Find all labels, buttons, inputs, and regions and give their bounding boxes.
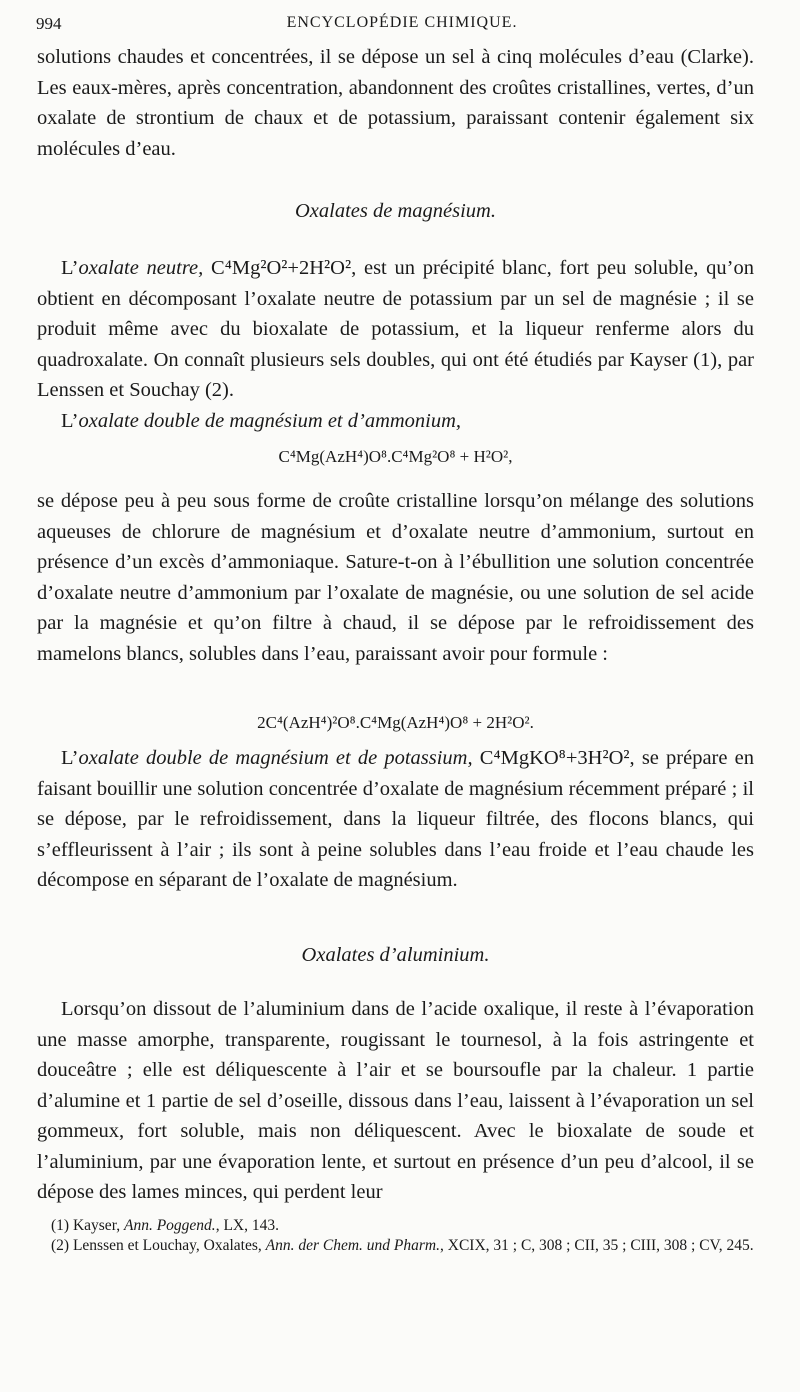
footnote-2-source: Ann. der Chem. und Pharm. xyxy=(265,1237,441,1254)
formula-mamelons-block xyxy=(37,710,754,736)
formula-ammonium: C⁴Mg(AzH⁴)O⁸.C⁴Mg²O⁸ + H²O², xyxy=(278,447,513,466)
term-oxalate-neutre: oxalate neutre, xyxy=(78,257,204,279)
term-double-potassium: oxalate double de magnésium et de potassium, xyxy=(78,747,473,769)
ammonium-paragraph: se dépose peu à peu sous forme de croûte cristalline lorsqu’on mélange des solutions aqueuses de chlorure de magnésium et d’oxalate neutre d’ammonium, surtout en présence d’un excès d’ammoniaque. Sature-t-on à l’ébullition une solution concentrée d’oxalate neutre d’ammonium par l’oxalate de magnésie, ou une solution de sel acide par la magnésie et qu’on filtre à chaud, il se dépose par le refroidissement des mamelons blancs, solubles dans l’eau, paraissant avoir pour formule : xyxy=(37,490,754,665)
section-heading-magnesium: Oxalates de magnésium. xyxy=(295,200,496,222)
footnote-1-ref: , LX, 143. xyxy=(215,1217,279,1234)
footnote-2 xyxy=(37,1236,754,1256)
neutral-oxalate-text: est un précipité blanc, fort peu soluble, qu’on obtient en décomposant l’oxalate neutre de potassium par un sel de magnésie ; il se produit même avec du bioxalate de potassium, et la liqueur renferme alors du quadroxalate. On connaît plusieurs sels doubles, qui ont été étudiés par Kayser (1), par Lenssen et Souchay (2). xyxy=(37,257,754,401)
aluminium-paragraph: Lorsqu’on dissout de l’aluminium dans de l’acide oxalique, il reste à l’évaporation une masse amorphe, transparente, rougissant le tournesol, à la fois astringente et douceâtre ; elle est déliquescente à l’air et se boursoufle par la chaleur. 1 partie d’alumine et 1 partie de sel d’oseille, dissous dans l’eau, laissent à l’évaporation un sel gommeux, fort soluble, mais non déliquescent. Avec le bioxalate de soude et l’aluminium, par une évaporation lente, et surtout en présence d’un peu d’alcool, il se dépose des lames minces, qui perdent leur xyxy=(37,998,754,1203)
ammonium-paragraph-block xyxy=(37,486,754,669)
intro-paragraph: solutions chaudes et concentrées, il se dépose un sel à cinq molécules d’eau (Clarke). Les eaux-mères, après concentration, abandonnent des croûtes cristallines, vertes, d’un oxalate de strontium de chaux et de potassium, paraissant contenir également six molécules d’eau. xyxy=(37,46,754,160)
footnote-1 xyxy=(37,1216,754,1236)
running-title: ENCYCLOPÉDIE CHIMIQUE. xyxy=(286,14,518,31)
neutral-oxalate-paragraph xyxy=(37,253,754,406)
potassium-text: se prépare en faisant bouillir une solution concentrée d’oxalate de magnésium récemment préparé ; il se dépose, par le refroidissement, dans la liqueur filtrée, des flocons blancs, qui s’effleurissent à l’air ; ils sont à peine solubles dans l’eau froide et l’eau chaude les décompose en séparant de l’oxalate de magnésium. xyxy=(37,747,754,891)
section-heading-aluminium: Oxalates d’aluminium. xyxy=(301,944,490,966)
ammonium-title-line xyxy=(37,406,754,437)
footnote-1-mark: (1) xyxy=(51,1217,70,1234)
page-number: 994 xyxy=(36,14,62,33)
footnotes xyxy=(37,1216,754,1256)
section-heading-magnesium-block xyxy=(37,196,754,226)
footnote-2-author: Lenssen et Louchay, Oxalates, xyxy=(69,1237,266,1254)
lead-article: L’ xyxy=(61,409,79,432)
formula-ammonium-block xyxy=(37,444,754,470)
formula-neutre: C⁴Mg²O²+2H²O², xyxy=(203,257,357,279)
lead-article: L’ xyxy=(61,257,79,279)
footnote-1-author: Kayser, xyxy=(69,1217,124,1234)
potassium-paragraph-block xyxy=(37,743,754,896)
potassium-paragraph xyxy=(37,743,754,896)
formula-mamelons: 2C⁴(AzH⁴)²O⁸.C⁴Mg(AzH⁴)O⁸ + 2H²O². xyxy=(257,713,534,732)
footnote-2-ref: , XCIX, 31 ; C, 308 ; CII, 35 ; CIII, 308 ; CV, 245. xyxy=(440,1237,754,1254)
section-heading-aluminium-block xyxy=(37,940,754,970)
formula-potassium: C⁴MgKO⁸+3H²O², xyxy=(472,747,635,769)
footnote-1-source: Ann. Poggend. xyxy=(123,1217,216,1234)
neutral-oxalate-block xyxy=(37,253,754,436)
intro-paragraph-block xyxy=(37,42,754,164)
footnote-2-mark: (2) xyxy=(51,1237,70,1254)
term-double-ammonium: oxalate double de magnésium et d’ammonium, xyxy=(78,409,462,432)
page-header xyxy=(36,14,768,38)
aluminium-paragraph-block xyxy=(37,994,754,1208)
lead-article: L’ xyxy=(61,747,79,769)
